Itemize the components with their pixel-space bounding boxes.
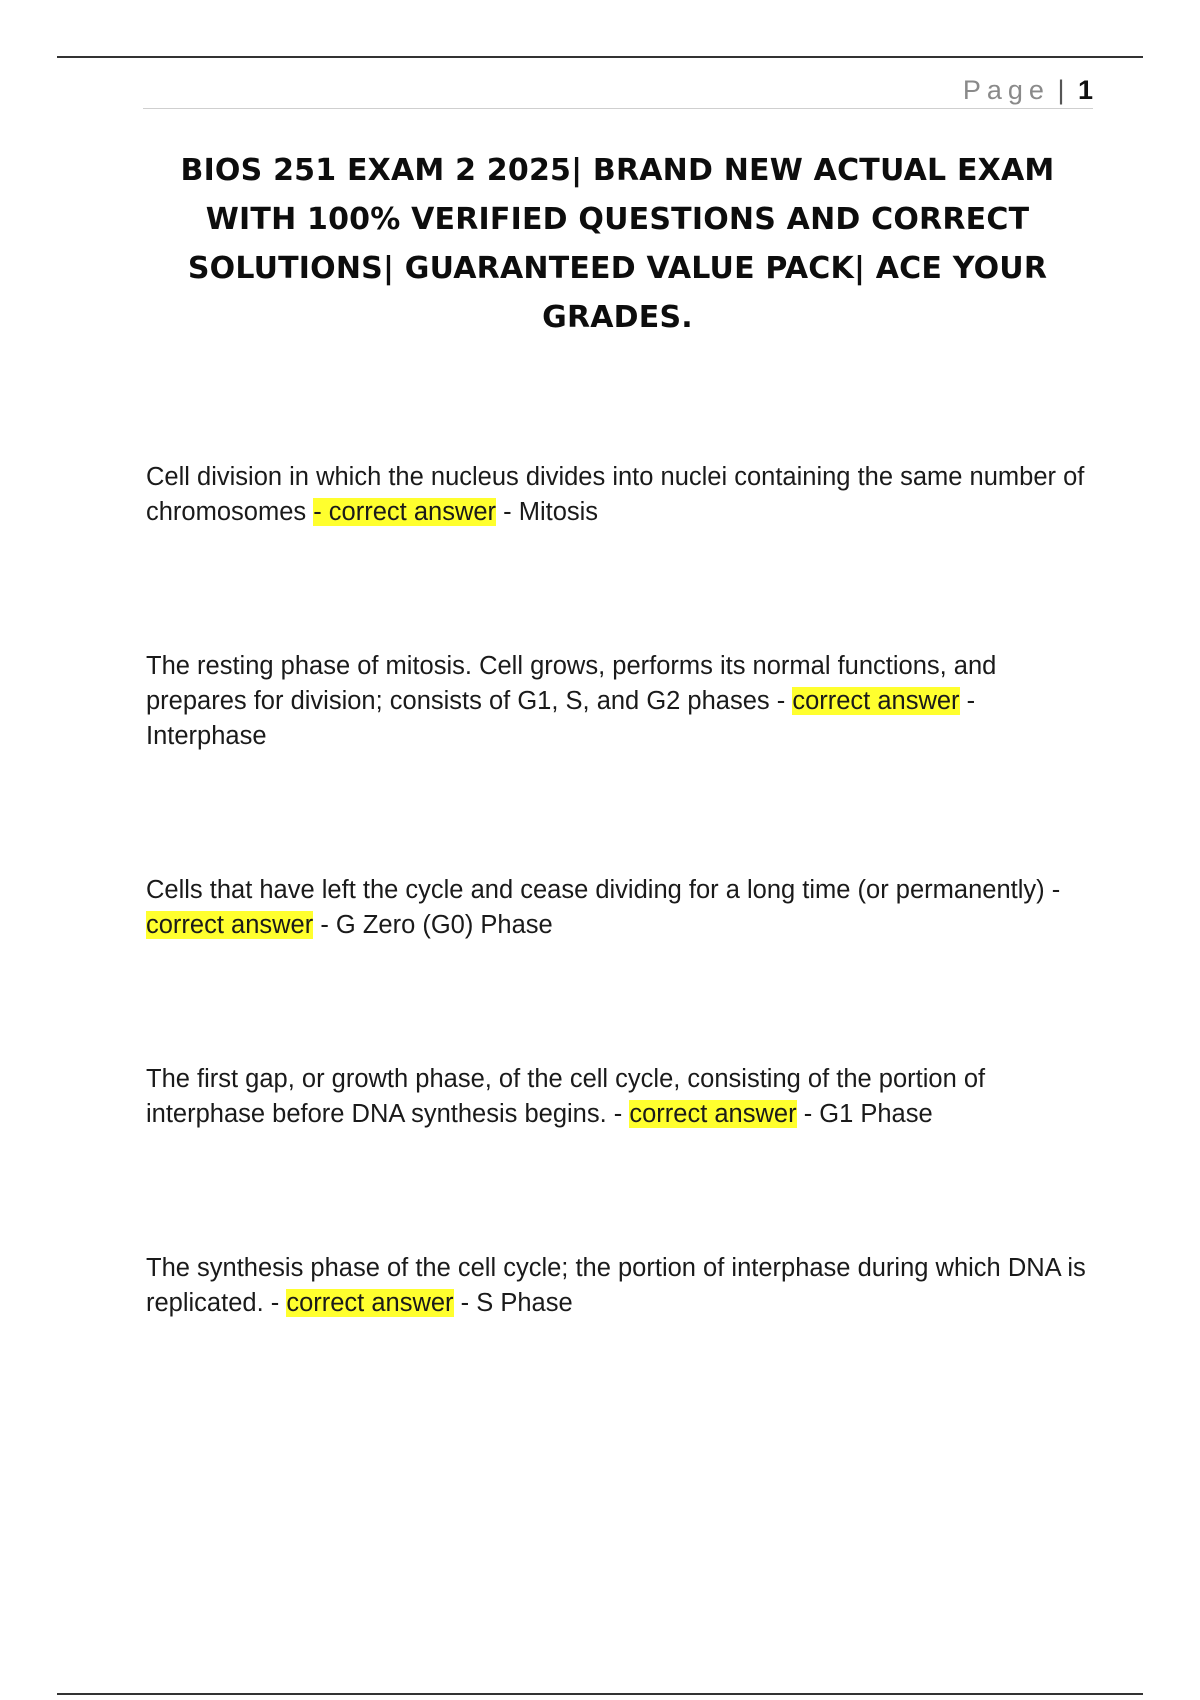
top-rule	[57, 56, 1143, 58]
answer-text: - S Phase	[460, 1289, 573, 1317]
correct-answer-marker: correct answer	[629, 1100, 797, 1128]
answer-text: - Mitosis	[503, 498, 599, 526]
question-text: The resting phase of mitosis. Cell grows, performs its normal functions, and prepares for division; consists of G1, S, and G2 phases -	[146, 652, 997, 715]
page-separator: |	[1057, 75, 1065, 105]
page-number: 1	[1077, 75, 1093, 105]
correct-answer-marker: - correct answer	[313, 498, 497, 526]
bottom-rule	[57, 1693, 1143, 1695]
qa-item-1	[146, 460, 1101, 530]
page-header	[143, 72, 1093, 109]
answer-text: - G1 Phase	[803, 1100, 933, 1128]
qa-item-4	[146, 1062, 1101, 1132]
correct-answer-marker: correct answer	[792, 687, 960, 715]
answer-text: - Interphase	[146, 687, 976, 750]
question-text: Cells that have left the cycle and cease dividing for a long time (or permanently) -	[146, 876, 1061, 904]
document-title: BIOS 251 EXAM 2 2025| BRAND NEW ACTUAL EXAM WITH 100% VERIFIED QUESTIONS AND CORRECT SOLUTIONS| GUARANTEED VALUE PACK| ACE YOUR GRADES.	[180, 153, 1055, 335]
question-text: Cell division in which the nucleus divides into nuclei containing the same number of chromosomes	[146, 463, 1085, 526]
answer-text: - G Zero (G0) Phase	[320, 911, 553, 939]
correct-answer-marker: correct answer	[286, 1289, 454, 1317]
page-label: Page	[962, 75, 1050, 105]
qa-item-3	[146, 873, 1101, 943]
qa-item-5	[146, 1251, 1101, 1321]
question-text: The first gap, or growth phase, of the cell cycle, consisting of the portion of interphase before DNA synthesis begins. -	[146, 1065, 986, 1128]
question-text: The synthesis phase of the cell cycle; the portion of interphase during which DNA is replicated. -	[146, 1254, 1086, 1317]
correct-answer-marker: correct answer	[146, 911, 314, 939]
qa-item-2	[146, 649, 1101, 754]
